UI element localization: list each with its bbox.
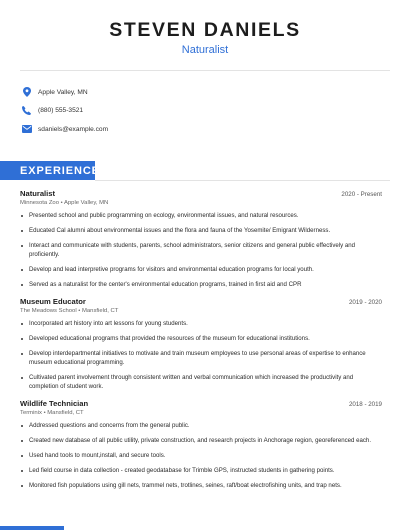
job-dates: 2018 - 2019 bbox=[348, 401, 382, 408]
job-title: Museum Educator bbox=[20, 297, 86, 306]
job-bullet: Led field course in data collection - created geodatabase for Trimble GPS, instructed students in gathering points. bbox=[20, 467, 382, 476]
resume-header bbox=[0, 0, 410, 57]
contact-email bbox=[21, 120, 410, 138]
job-employer: The Meadows School • Mansfield, CT bbox=[20, 308, 119, 314]
section-title-experience: EXPERIENCE bbox=[20, 165, 100, 177]
footer-accent-bar bbox=[0, 526, 64, 530]
contact-location-text: Apple Valley, MN bbox=[38, 88, 88, 96]
job-entry bbox=[20, 297, 382, 398]
job-bullet: Cultivated parent involvement through consistent written and verbal communication which increased the productivity and completion of student work. bbox=[20, 374, 382, 392]
job-bullet: Presented school and public programming on ecology, environmental issues, and natural resources. bbox=[20, 212, 382, 221]
job-bullets bbox=[20, 422, 382, 491]
job-bullet: Developed educational programs that provided the resources of the museum for educational institutions. bbox=[20, 335, 382, 344]
job-bullet: Served as a naturalist for the center's environmental education programs, trained in first aid and CPR bbox=[20, 281, 382, 290]
job-bullet: Addressed questions and concerns from the general public. bbox=[20, 422, 382, 431]
job-bullet: Develop and lead interpretive programs for visitors and environmental education programs for local youth. bbox=[20, 266, 382, 275]
candidate-title: Naturalist bbox=[181, 44, 229, 56]
job-bullet: Educated Cal alumni about environmental issues and the flora and fauna of the Yosemite/ Emigrant Wilderness. bbox=[20, 227, 382, 236]
job-employer: Terminix • Mansfield, CT bbox=[20, 410, 84, 416]
location-pin-icon bbox=[21, 87, 32, 98]
contact-phone bbox=[21, 102, 410, 120]
job-header bbox=[20, 399, 382, 408]
job-bullet: Interact and communicate with students, parents, school administrators, senior citizens and general public effectively and proficiently. bbox=[20, 242, 382, 260]
contact-location bbox=[21, 83, 410, 101]
section-divider bbox=[95, 180, 390, 181]
job-title: Wildlife Technician bbox=[20, 399, 89, 408]
job-employer: Minnesota Zoo • Apple Valley, MN bbox=[20, 200, 109, 206]
contact-email-text: sdaniels@example.com bbox=[38, 125, 109, 133]
email-icon bbox=[21, 124, 32, 135]
job-bullet: Created new database of all public utility, private construction, and research projects in Anchorage region, georeferenced each. bbox=[20, 437, 382, 446]
job-dates: 2019 - 2020 bbox=[348, 299, 382, 306]
job-entry bbox=[20, 399, 382, 497]
job-header bbox=[20, 189, 382, 198]
job-bullets bbox=[20, 320, 382, 392]
job-title: Naturalist bbox=[20, 189, 56, 198]
job-dates: 2020 - Present bbox=[341, 191, 382, 198]
job-bullet: Monitored fish populations using gill nets, trammel nets, trotlines, seines, raft/boat electrofishing units, and trap nets. bbox=[20, 482, 382, 491]
candidate-name: STEVEN DANIELS bbox=[109, 19, 301, 41]
contact-phone-text: (880) 555-3521 bbox=[38, 107, 84, 115]
job-entry bbox=[20, 189, 382, 296]
job-header bbox=[20, 297, 382, 306]
job-bullets bbox=[20, 212, 382, 290]
phone-icon bbox=[21, 105, 32, 116]
job-bullet: Used hand tools to mount,install, and secure tools. bbox=[20, 452, 382, 461]
job-bullet: Develop interdepartmental initiatives to motivate and train museum employees to use personal areas of expertise to enhance museum educational programming. bbox=[20, 350, 382, 368]
job-bullet: Incorporated art history into art lessons for young students. bbox=[20, 320, 382, 329]
contact-list bbox=[0, 71, 410, 138]
